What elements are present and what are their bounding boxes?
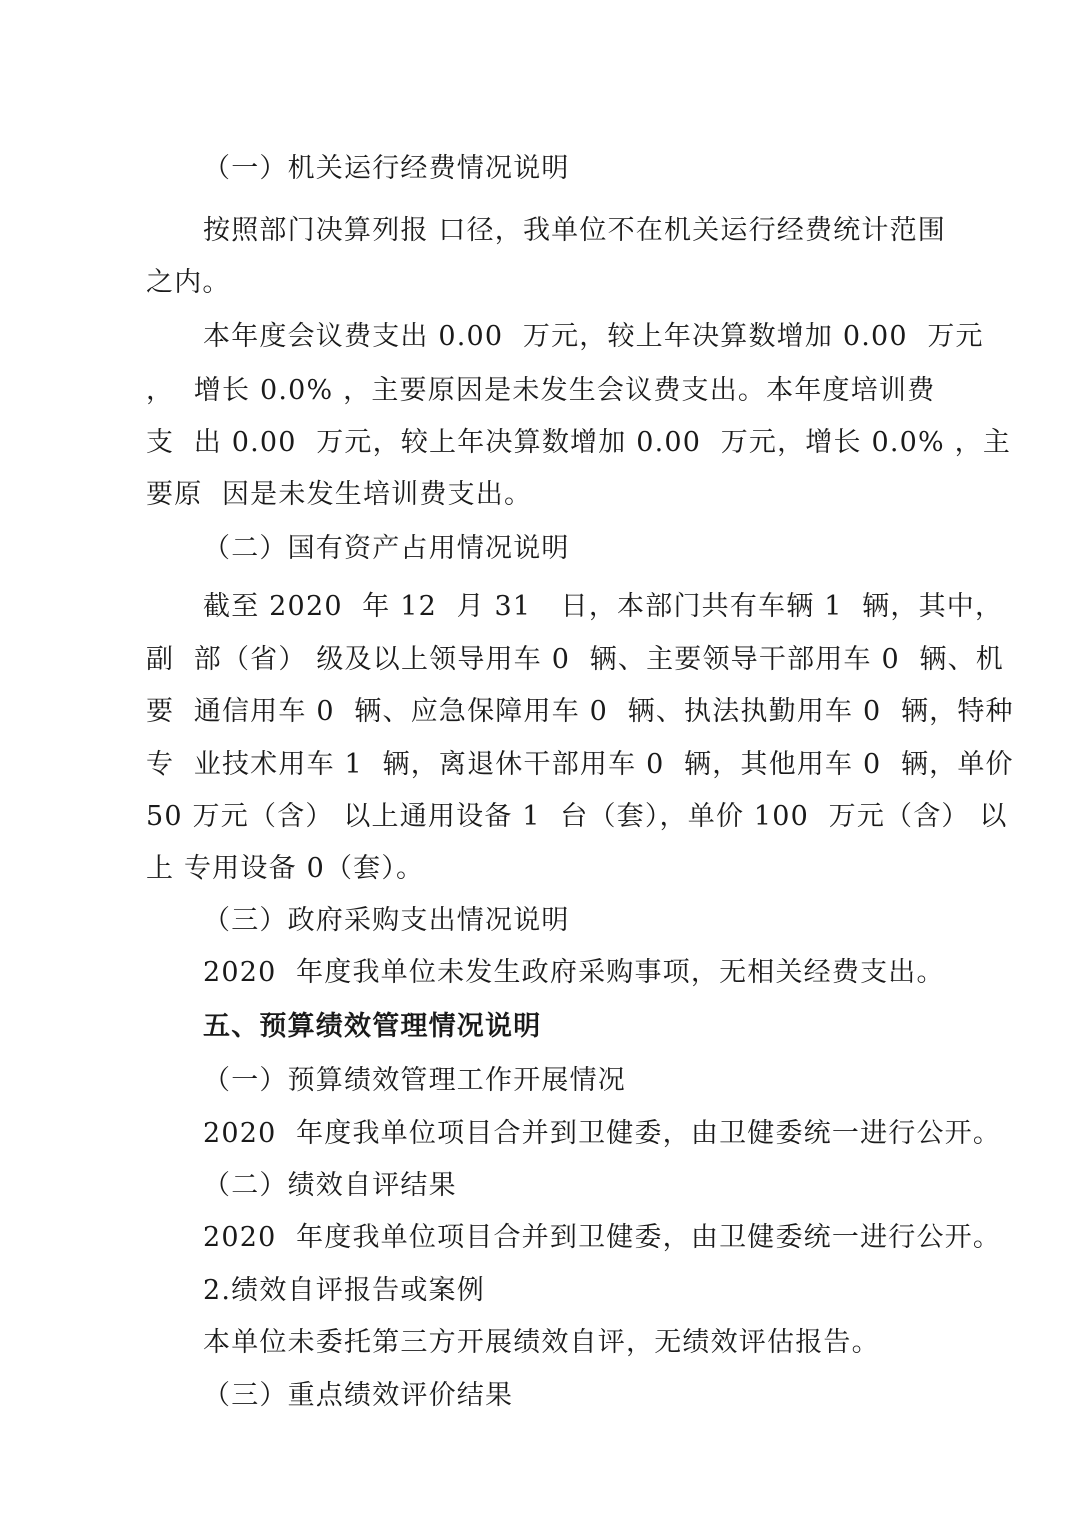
section-3-heading: （三）政府采购支出情况说明 (203, 905, 570, 936)
section-1-para-2-line-4: 要原 因是未发生培训费支出。 (146, 479, 533, 510)
section-2-para-line-2: 副 部（省） 级及以上领导用车 0 辆、主要领导干部用车 0 辆、机 (146, 644, 1004, 675)
section-2-para-line-3: 要 通信用车 0 辆、应急保障用车 0 辆、执法执勤用车 0 辆，特种 (146, 696, 1014, 727)
section-2-para-line-4: 专 业技术用车 1 辆，离退休干部用车 0 辆，其他用车 0 辆，单价 (146, 749, 1014, 780)
section-1-para-1-line-1: 按照部门决算列报 口径，我单位不在机关运行经费统计范围 (203, 215, 946, 246)
section-5-sub-1-heading: （一）预算绩效管理工作开展情况 (203, 1065, 626, 1096)
section-1-para-1-line-2: 之内。 (146, 267, 231, 298)
section-5-sub-2-para: 2020 年度我单位项目合并到卫健委，由卫健委统一进行公开。 (203, 1222, 1002, 1253)
section-1-heading: （一）机关运行经费情况说明 (203, 153, 570, 184)
section-3-para: 2020 年度我单位未发生政府采购事项，无相关经费支出。 (203, 957, 945, 988)
section-5-sub-3-heading: （三）重点绩效评价结果 (203, 1380, 514, 1411)
section-2-para-line-5: 50 万元（含） 以上通用设备 1 台（套），单价 100 万元（含） 以 (146, 801, 1008, 832)
section-5-sub-1-para: 2020 年度我单位项目合并到卫健委，由卫健委统一进行公开。 (203, 1118, 1002, 1149)
section-5-sub-2-item-heading: 2.绩效自评报告或案例 (203, 1275, 485, 1306)
section-2-para-line-1: 截至 2020 年 12 月 31 日，本部门共有车辆 1 辆，其中， (203, 591, 1004, 622)
section-2-heading: （二）国有资产占用情况说明 (203, 533, 570, 564)
section-2-para-line-6: 上 专用设备 0（套）。 (146, 853, 425, 884)
section-5-heading: 五、预算绩效管理情况说明 (203, 1011, 542, 1042)
section-5-sub-2-item-para: 本单位未委托第三方开展绩效自评，无绩效评估报告。 (203, 1327, 880, 1358)
section-1-para-2-line-3: 支 出 0.00 万元，较上年决算数增加 0.00 万元，增长 0.0% ，主 (146, 427, 1012, 458)
section-1-para-2-line-1: 本年度会议费支出 0.00 万元，较上年决算数增加 0.00 万元 (203, 321, 984, 352)
section-1-para-2-line-2: ， 增长 0.0% ，主要原因是未发生会议费支出。本年度培训费 (146, 375, 936, 406)
section-5-sub-2-heading: （二）绩效自评结果 (203, 1170, 457, 1201)
